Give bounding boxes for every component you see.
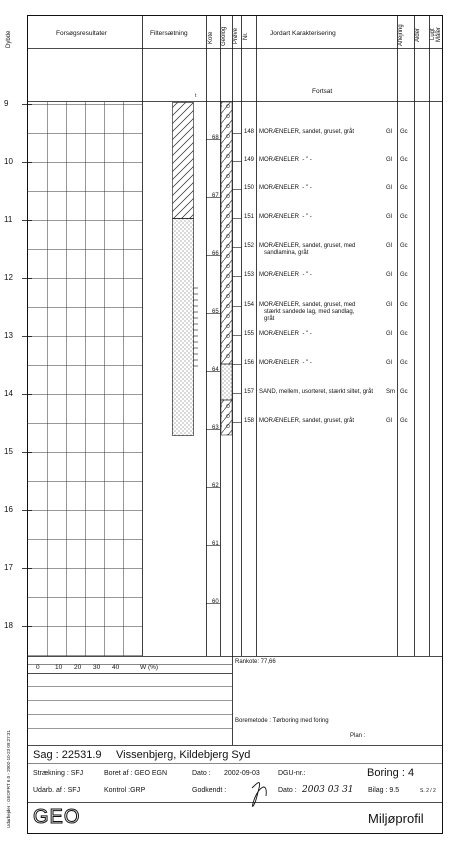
sample-aflejring: Sm bbox=[386, 389, 395, 395]
sample-number: 155 bbox=[244, 331, 255, 337]
sample-description: MORÆNELER, sandet, gruset, gråt bbox=[259, 129, 355, 135]
sample-alder: Gc bbox=[400, 243, 408, 249]
sample-alder: Gc bbox=[400, 214, 408, 220]
sample-alder: Gc bbox=[400, 272, 408, 278]
jordart-header: Jordart Karakterisering bbox=[270, 30, 336, 37]
kontrol-field: Kontrol :GRP bbox=[104, 787, 146, 794]
sample-number: 156 bbox=[244, 360, 255, 366]
udarb-field: Udarb. af : SFJ bbox=[33, 787, 81, 794]
sample-description: MORÆNELER - " - bbox=[259, 157, 312, 163]
kote-label: 63 bbox=[212, 425, 219, 431]
depth-label: 15 bbox=[4, 447, 13, 456]
plan-text: Plan : bbox=[350, 733, 366, 739]
sample-alder: Gc bbox=[400, 418, 408, 424]
sample-description: SAND, mellem, usorteret, stærkt siltet, gråt bbox=[259, 389, 374, 395]
nr-header: Nr. bbox=[243, 32, 249, 40]
kote-label: 66 bbox=[212, 251, 219, 257]
geolog-header: Geolog bbox=[221, 26, 227, 46]
straekning-field: Strækning : SFJ bbox=[33, 770, 84, 777]
w-axis-tick: 30 bbox=[93, 664, 101, 671]
w-axis-label: W (%) bbox=[140, 664, 159, 671]
sample-number: 148 bbox=[244, 129, 255, 135]
godkendt-field: Godkendt : bbox=[192, 787, 227, 794]
sample-aflejring: Gl bbox=[386, 272, 392, 278]
lugt-header: Lugt bbox=[430, 28, 436, 40]
sample-aflejring: Gl bbox=[386, 243, 392, 249]
sample-number: 150 bbox=[244, 185, 255, 191]
sample-number: 152 bbox=[244, 243, 255, 249]
depth-label: 18 bbox=[4, 621, 13, 630]
prove-header: Prøve bbox=[233, 27, 239, 44]
project-title: Vissenbjerg, Kildebjerg Syd bbox=[116, 749, 251, 761]
side-print-text: Udarbejder : GEOFRT 6.0 - 2002-10-23 09:27:31 bbox=[6, 730, 11, 828]
sample-alder: Gc bbox=[400, 129, 408, 135]
sample-number: 154 bbox=[244, 302, 255, 308]
depth-label: 10 bbox=[4, 157, 13, 166]
sample-number: 151 bbox=[244, 214, 255, 220]
sample-number: 158 bbox=[244, 418, 255, 424]
dato2-value: 2003 03 31 bbox=[302, 785, 354, 795]
dato2-label: Dato : bbox=[278, 787, 297, 794]
alder-header: Alder bbox=[415, 27, 421, 42]
sample-number: 153 bbox=[244, 272, 255, 278]
w-axis-tick: 0 bbox=[36, 664, 40, 671]
sample-alder: Gc bbox=[400, 360, 408, 366]
results-header: Forsøgsresultater bbox=[56, 30, 107, 37]
dato-label: Dato : bbox=[192, 770, 211, 777]
w-axis-tick: 10 bbox=[55, 664, 63, 671]
dgu-field: DGU-nr.: bbox=[278, 770, 306, 777]
sample-number: 157 bbox=[244, 389, 255, 395]
fortsat-label: Fortsat bbox=[312, 88, 333, 95]
kote-label: 68 bbox=[212, 135, 219, 141]
page-number: S. 2 / 2 bbox=[420, 788, 436, 794]
sample-alder: Gc bbox=[400, 389, 408, 395]
aflejring-header: Aflejring bbox=[398, 24, 404, 46]
depth-label: 13 bbox=[4, 331, 13, 340]
filter-header: Filtersætning bbox=[150, 30, 188, 37]
depth-label: 12 bbox=[4, 273, 13, 282]
sample-description: MORÆNELER - " - bbox=[259, 185, 312, 191]
depth-label: 17 bbox=[4, 563, 13, 572]
kote-label: 65 bbox=[212, 309, 219, 315]
bilag-field: Bilag : 9.5 bbox=[368, 787, 400, 794]
boremetode-text: Boremetode : Tørboring med foring bbox=[235, 718, 329, 724]
sample-description: MORÆNELER - " - bbox=[259, 331, 312, 337]
sample-alder: Gc bbox=[400, 302, 408, 308]
dato-value: 2002-09-03 bbox=[224, 770, 260, 777]
depth-label: 9 bbox=[4, 99, 9, 108]
sample-aflejring: Gl bbox=[386, 302, 392, 308]
depth-header: Dybde bbox=[6, 30, 12, 48]
sample-aflejring: Gl bbox=[386, 129, 392, 135]
depth-label: 11 bbox=[4, 215, 13, 224]
sample-alder: Gc bbox=[400, 157, 408, 163]
depth-label: 16 bbox=[4, 505, 13, 514]
sample-description: MORÆNELER - " - bbox=[259, 214, 312, 220]
w-axis-tick: 20 bbox=[74, 664, 82, 671]
miljoprofil-title: Miljøprofil bbox=[368, 811, 424, 826]
rankote-text: Rankote: 77,66 bbox=[235, 659, 276, 665]
sample-description: MORÆNELER, sandet, gruset, gråt bbox=[259, 418, 355, 424]
sample-description: MORÆNELER, sandet, gruset, med stærkt sandede lag, med sandlag, gråt bbox=[259, 302, 356, 322]
sample-description: MORÆNELER - " - bbox=[259, 360, 312, 366]
sample-aflejring: Gl bbox=[386, 360, 392, 366]
kote-label: 62 bbox=[212, 483, 219, 489]
sample-description: MORÆNELER - " - bbox=[259, 272, 312, 278]
sample-description: MORÆNELER, sandet, gruset, med sandlamina, gråt bbox=[259, 243, 356, 256]
boret-af-field: Boret af : GEO EGN bbox=[104, 770, 168, 777]
kote-label: 60 bbox=[212, 599, 219, 605]
sample-aflejring: Gl bbox=[386, 418, 392, 424]
filter-mark: t bbox=[195, 93, 197, 99]
kote-header: Kote bbox=[208, 31, 214, 44]
sample-aflejring: Gl bbox=[386, 214, 392, 220]
sample-number: 149 bbox=[244, 157, 255, 163]
sample-aflejring: Gl bbox=[386, 185, 392, 191]
kote-label: 64 bbox=[212, 367, 219, 373]
w-axis-tick: 40 bbox=[112, 664, 120, 671]
maler-header: Måler bbox=[436, 26, 442, 42]
boring-number: Boring : 4 bbox=[367, 767, 415, 779]
sample-aflejring: Gl bbox=[386, 157, 392, 163]
sample-alder: Gc bbox=[400, 331, 408, 337]
sag-number: Sag : 22531.9 bbox=[33, 749, 102, 761]
kote-label: 67 bbox=[212, 193, 219, 199]
sample-alder: Gc bbox=[400, 185, 408, 191]
geo-logo: GEO bbox=[33, 806, 81, 828]
sample-aflejring: Gl bbox=[386, 331, 392, 337]
depth-label: 14 bbox=[4, 389, 13, 398]
kote-label: 61 bbox=[212, 541, 219, 547]
